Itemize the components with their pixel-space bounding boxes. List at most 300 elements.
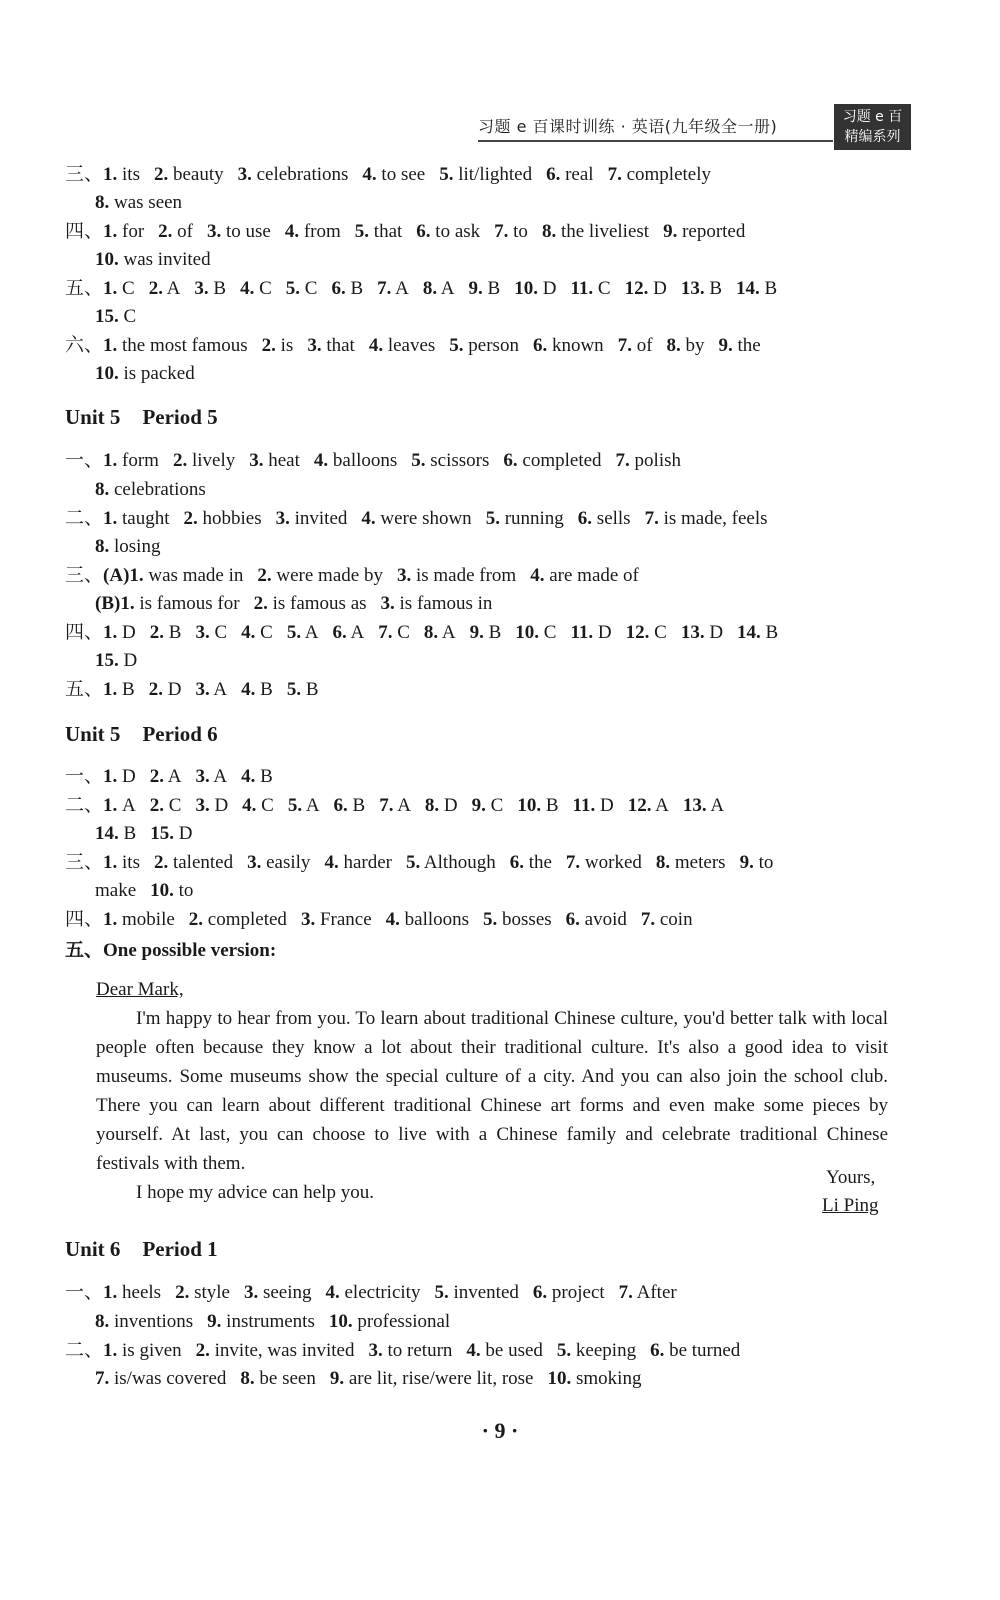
item-answer: A bbox=[710, 795, 725, 816]
item-answer: completed bbox=[522, 450, 602, 471]
section-marker: 四、 bbox=[65, 221, 104, 242]
item-answer: D bbox=[653, 278, 667, 299]
essay-block bbox=[96, 975, 888, 1207]
series-badge bbox=[834, 104, 911, 150]
item-number: 6. bbox=[565, 909, 580, 930]
item-answer: polish bbox=[634, 450, 681, 471]
item-number: 3. bbox=[195, 622, 210, 643]
answer-item bbox=[570, 278, 610, 299]
answer-line bbox=[65, 851, 787, 875]
item-number: 1. bbox=[103, 909, 118, 930]
item-number: 2. bbox=[158, 221, 173, 242]
answer-item bbox=[249, 450, 300, 471]
item-number: 9. bbox=[468, 278, 483, 299]
item-answer: to use bbox=[226, 221, 271, 242]
item-number: 8. bbox=[95, 1311, 110, 1332]
item-number: 4. bbox=[241, 679, 256, 700]
answer-item bbox=[150, 766, 182, 787]
answer-item bbox=[362, 164, 425, 185]
item-number: 7. bbox=[379, 795, 394, 816]
item-number: 2. bbox=[148, 278, 163, 299]
item-answer: A bbox=[395, 278, 409, 299]
answer-item bbox=[241, 679, 273, 700]
item-answer: completely bbox=[626, 164, 712, 185]
item-answer: meters bbox=[674, 852, 726, 873]
item-answer: lit/lighted bbox=[458, 164, 533, 185]
answer-item bbox=[719, 335, 761, 356]
answer-item bbox=[257, 565, 383, 586]
item-number: 5. bbox=[485, 508, 500, 529]
answer-item bbox=[103, 1340, 182, 1361]
answer-item bbox=[240, 1368, 315, 1389]
item-answer: was invited bbox=[123, 249, 211, 270]
item-answer: B bbox=[545, 795, 559, 816]
item-number: 3. bbox=[249, 450, 264, 471]
item-number: 1. bbox=[103, 852, 118, 873]
item-number: 5. bbox=[405, 852, 421, 873]
answer-item bbox=[158, 221, 193, 242]
item-answer: of bbox=[177, 221, 193, 242]
item-answer: for bbox=[122, 221, 145, 242]
item-answer: B bbox=[305, 679, 319, 700]
answer-item bbox=[95, 593, 240, 614]
item-answer: its bbox=[122, 164, 140, 185]
answer-item bbox=[397, 565, 516, 586]
answer-line bbox=[65, 1339, 754, 1363]
item-answer: balloons bbox=[404, 909, 470, 930]
essay-heading bbox=[65, 939, 276, 963]
item-answer: be used bbox=[485, 1340, 543, 1361]
answer-item bbox=[546, 164, 593, 185]
item-number: 8. bbox=[424, 795, 440, 816]
answer-item bbox=[377, 278, 409, 299]
answer-item bbox=[378, 622, 410, 643]
item-answer: mobile bbox=[122, 909, 175, 930]
section-marker: 四、 bbox=[65, 622, 104, 643]
answer-item bbox=[416, 221, 480, 242]
answer-item bbox=[566, 909, 627, 930]
answer-item bbox=[333, 622, 365, 643]
item-answer: B bbox=[213, 278, 227, 299]
item-answer: A bbox=[305, 795, 320, 816]
answer-item bbox=[103, 221, 144, 242]
answer-item bbox=[301, 909, 372, 930]
answer-item bbox=[369, 335, 435, 356]
unit-period-heading bbox=[65, 1237, 218, 1262]
answer-item bbox=[330, 1368, 534, 1389]
answer-item bbox=[103, 795, 136, 816]
answer-item bbox=[95, 192, 182, 213]
answer-item bbox=[472, 795, 504, 816]
item-number: 7. bbox=[618, 1282, 633, 1303]
answer-line bbox=[65, 507, 782, 531]
item-answer: Although bbox=[423, 852, 496, 873]
answer-item bbox=[650, 1340, 740, 1361]
item-number: 14. bbox=[95, 823, 119, 844]
item-answer: C bbox=[123, 306, 137, 327]
answer-line bbox=[95, 822, 206, 846]
item-number: 15. bbox=[95, 650, 119, 671]
item-number: 8. bbox=[666, 335, 681, 356]
item-answer: to bbox=[513, 221, 528, 242]
answer-item bbox=[195, 679, 227, 700]
answer-line bbox=[65, 564, 653, 588]
answer-item bbox=[573, 795, 614, 816]
item-answer: D bbox=[709, 622, 724, 643]
item-number: 1. bbox=[103, 278, 118, 299]
answer-item bbox=[379, 795, 411, 816]
item-answer: C bbox=[261, 795, 274, 816]
item-answer: keeping bbox=[575, 1340, 637, 1361]
item-number: 1. bbox=[103, 679, 118, 700]
item-answer: is famous in bbox=[399, 593, 493, 614]
item-answer: invited bbox=[294, 508, 348, 529]
item-answer: is famous for bbox=[139, 593, 240, 614]
item-number: 5. bbox=[286, 679, 302, 700]
item-answer: C bbox=[260, 622, 273, 643]
item-number: 1. bbox=[103, 622, 118, 643]
answer-item bbox=[483, 909, 552, 930]
item-answer: D bbox=[122, 766, 136, 787]
item-answer: of bbox=[636, 335, 653, 356]
item-number: 2. bbox=[149, 795, 164, 816]
essay-label: One possible version: bbox=[103, 940, 277, 961]
answer-item bbox=[334, 795, 366, 816]
item-answer: D bbox=[597, 622, 612, 643]
answer-item bbox=[625, 278, 667, 299]
answer-line bbox=[65, 908, 707, 932]
item-number: 7. bbox=[644, 508, 659, 529]
answer-item bbox=[262, 335, 294, 356]
answer-item bbox=[381, 593, 493, 614]
section-marker: 六、 bbox=[65, 335, 104, 356]
answer-item bbox=[469, 278, 501, 299]
item-number: 5. bbox=[286, 622, 302, 643]
unit-label: Unit 5 bbox=[65, 722, 121, 746]
item-answer: D bbox=[123, 650, 138, 671]
item-number: 3. bbox=[194, 278, 209, 299]
item-number: 1. bbox=[103, 164, 118, 185]
answer-line bbox=[65, 220, 759, 244]
item-number: 4. bbox=[325, 1282, 340, 1303]
answer-item bbox=[681, 278, 722, 299]
item-number: 5. bbox=[434, 1282, 449, 1303]
item-number: 6. bbox=[532, 335, 548, 356]
item-number: 4. bbox=[241, 622, 256, 643]
item-number: 10. bbox=[150, 880, 174, 901]
item-answer: leaves bbox=[387, 335, 436, 356]
item-answer: After bbox=[636, 1282, 677, 1303]
answer-item bbox=[189, 909, 287, 930]
answer-item bbox=[175, 1282, 230, 1303]
item-number: 9. bbox=[207, 1311, 222, 1332]
item-number: 9. bbox=[329, 1368, 345, 1389]
item-answer: C bbox=[490, 795, 504, 816]
item-number: 3. bbox=[396, 565, 412, 586]
answer-item bbox=[194, 278, 226, 299]
item-answer: is made, feels bbox=[663, 508, 768, 529]
item-number: 6. bbox=[331, 278, 346, 299]
answer-item bbox=[150, 622, 182, 643]
item-answer: heat bbox=[268, 450, 300, 471]
answer-item bbox=[542, 221, 649, 242]
item-answer: to bbox=[758, 852, 774, 873]
item-number: 5. bbox=[354, 221, 370, 242]
item-number: 4. bbox=[240, 278, 255, 299]
answer-item bbox=[326, 1282, 421, 1303]
item-answer: D bbox=[178, 823, 193, 844]
answer-item bbox=[207, 1311, 315, 1332]
item-number: 10. bbox=[517, 795, 542, 816]
answer-item bbox=[150, 795, 182, 816]
answer-item bbox=[95, 306, 136, 327]
item-number: 6. bbox=[650, 1340, 665, 1361]
item-number: 10. bbox=[547, 1368, 572, 1389]
item-answer: C bbox=[543, 622, 557, 643]
item-answer: A bbox=[441, 622, 456, 643]
item-number: 2. bbox=[175, 1282, 190, 1303]
item-answer: are made of bbox=[549, 565, 639, 586]
item-number: 9. bbox=[469, 622, 484, 643]
answer-line bbox=[95, 1310, 464, 1334]
answer-item bbox=[557, 1340, 636, 1361]
answer-item bbox=[103, 278, 135, 299]
item-answer: B bbox=[488, 622, 502, 643]
item-number: 4. bbox=[284, 221, 300, 242]
item-number: 2. bbox=[172, 450, 188, 471]
item-answer: talented bbox=[172, 852, 234, 873]
item-answer: real bbox=[565, 164, 594, 185]
item-number: 8. bbox=[95, 536, 110, 557]
section-marker: 三、 bbox=[65, 852, 104, 873]
answer-item bbox=[355, 221, 403, 242]
section-marker: 一、 bbox=[65, 450, 104, 471]
section-marker: 五、 bbox=[65, 278, 104, 299]
answer-item bbox=[173, 450, 235, 471]
item-answer: A bbox=[350, 622, 365, 643]
item-answer: seeing bbox=[262, 1282, 312, 1303]
answer-item bbox=[681, 622, 723, 643]
answer-item bbox=[641, 909, 693, 930]
answer-item bbox=[242, 795, 274, 816]
answer-line bbox=[95, 1367, 655, 1391]
answer-item bbox=[95, 823, 136, 844]
answer-item bbox=[150, 880, 193, 901]
item-number: 5. bbox=[411, 450, 426, 471]
item-number: 2. bbox=[261, 335, 276, 356]
item-answer: celebrations bbox=[114, 479, 206, 500]
item-number: 3. bbox=[195, 766, 210, 787]
item-number: 7. bbox=[607, 164, 622, 185]
item-number: 11. bbox=[570, 278, 594, 299]
item-number: 12. bbox=[627, 795, 652, 816]
answer-item bbox=[244, 1282, 312, 1303]
item-number: 5. bbox=[287, 795, 303, 816]
answer-item bbox=[566, 852, 642, 873]
item-number: 1. bbox=[103, 335, 118, 356]
item-number: 5. bbox=[439, 164, 454, 185]
item-number: 15. bbox=[95, 306, 119, 327]
item-answer: scissors bbox=[430, 450, 490, 471]
item-answer: that bbox=[373, 221, 403, 242]
item-answer: A bbox=[166, 278, 181, 299]
item-answer: D bbox=[122, 622, 136, 643]
section-marker: 四、 bbox=[65, 909, 104, 930]
answer-line bbox=[95, 535, 174, 559]
item-answer: D bbox=[443, 795, 458, 816]
item-number: 9. bbox=[663, 221, 678, 242]
item-number: 3. bbox=[243, 1282, 259, 1303]
answer-item bbox=[103, 1282, 161, 1303]
item-number: 10. bbox=[515, 622, 539, 643]
answer-item bbox=[530, 565, 639, 586]
item-answer: C bbox=[304, 278, 318, 299]
item-number: 1. bbox=[103, 795, 118, 816]
item-number: 7. bbox=[615, 450, 630, 471]
item-number: 8. bbox=[423, 622, 439, 643]
item-answer: beauty bbox=[172, 164, 224, 185]
answer-item bbox=[103, 852, 140, 873]
answer-line bbox=[65, 765, 287, 789]
item-answer: sells bbox=[596, 508, 631, 529]
item-number: 7. bbox=[565, 852, 581, 873]
answer-item bbox=[314, 450, 397, 471]
item-answer: balloons bbox=[332, 450, 398, 471]
item-answer: A bbox=[167, 766, 182, 787]
answer-item bbox=[486, 508, 564, 529]
answer-item bbox=[439, 164, 532, 185]
answer-item bbox=[423, 278, 455, 299]
answer-item bbox=[533, 1282, 605, 1303]
item-answer: D bbox=[167, 679, 182, 700]
item-number: 1. bbox=[103, 1340, 118, 1361]
answer-item bbox=[95, 1368, 226, 1389]
item-number: 2. bbox=[253, 593, 268, 614]
answer-item bbox=[514, 278, 556, 299]
period-label: Period 1 bbox=[142, 1237, 218, 1261]
answer-item bbox=[247, 852, 310, 873]
answer-item bbox=[286, 278, 318, 299]
item-number: (B)1. bbox=[95, 593, 135, 614]
answer-item bbox=[503, 450, 601, 471]
section-marker: 二、 bbox=[65, 795, 104, 816]
answer-item bbox=[517, 795, 558, 816]
answer-item bbox=[103, 565, 243, 586]
item-answer: B bbox=[765, 622, 779, 643]
answer-item bbox=[95, 880, 136, 901]
essay-signature: Li Ping bbox=[822, 1195, 879, 1216]
item-answer: C bbox=[214, 622, 228, 643]
item-number: 6. bbox=[509, 852, 524, 873]
item-answer: to return bbox=[387, 1340, 453, 1361]
item-number: 9. bbox=[471, 795, 486, 816]
answer-line bbox=[65, 277, 791, 301]
item-answer: was made in bbox=[148, 565, 244, 586]
item-number: 6. bbox=[333, 795, 348, 816]
answer-item bbox=[740, 852, 774, 873]
answer-item bbox=[533, 335, 604, 356]
item-number: 14. bbox=[736, 278, 760, 299]
answer-item bbox=[406, 852, 496, 873]
section-marker: 二、 bbox=[65, 1340, 104, 1361]
answer-item bbox=[619, 1282, 677, 1303]
item-number: 14. bbox=[737, 622, 761, 643]
item-answer: its bbox=[122, 852, 140, 873]
item-number: 3. bbox=[307, 335, 322, 356]
item-number: 8. bbox=[541, 221, 557, 242]
answer-item bbox=[618, 335, 653, 356]
item-number: 3. bbox=[247, 852, 262, 873]
item-number: 5. bbox=[285, 278, 301, 299]
answer-item bbox=[287, 622, 319, 643]
item-answer: avoid bbox=[584, 909, 627, 930]
answer-item bbox=[103, 508, 170, 529]
answer-item bbox=[241, 622, 273, 643]
item-answer: invite, was invited bbox=[214, 1340, 355, 1361]
answer-item bbox=[95, 363, 195, 384]
item-answer: from bbox=[303, 221, 341, 242]
period-label: Period 5 bbox=[142, 405, 218, 429]
item-answer: to ask bbox=[435, 221, 481, 242]
answer-item bbox=[324, 852, 392, 873]
badge-line-1: 习题 e 百 bbox=[842, 109, 903, 125]
item-number: 8. bbox=[240, 1368, 255, 1389]
item-answer: B bbox=[168, 622, 182, 643]
item-number: 4. bbox=[530, 565, 545, 586]
item-number: 3. bbox=[195, 795, 210, 816]
answer-item bbox=[238, 164, 349, 185]
item-answer: the bbox=[528, 852, 552, 873]
item-number: 11. bbox=[570, 622, 594, 643]
item-answer: were made by bbox=[276, 565, 383, 586]
section-marker: 五、 bbox=[65, 679, 104, 700]
item-number: 1. bbox=[103, 1282, 118, 1303]
item-answer: style bbox=[194, 1282, 230, 1303]
item-number: 1. bbox=[103, 221, 118, 242]
item-number: 7. bbox=[95, 1368, 110, 1389]
answer-line bbox=[65, 334, 775, 358]
answer-item bbox=[307, 335, 355, 356]
item-answer: lively bbox=[191, 450, 236, 471]
item-answer: B bbox=[123, 823, 137, 844]
answer-item bbox=[548, 1368, 642, 1389]
item-number: 4. bbox=[466, 1340, 481, 1361]
answer-item bbox=[663, 221, 745, 242]
page-number: · 9 · bbox=[481, 1418, 519, 1443]
unit-label: Unit 6 bbox=[65, 1237, 121, 1261]
item-number: 8. bbox=[95, 192, 110, 213]
item-number: 2. bbox=[149, 766, 164, 787]
answer-item bbox=[103, 164, 140, 185]
item-answer: A bbox=[440, 278, 455, 299]
item-answer: to see bbox=[381, 164, 426, 185]
item-answer: B bbox=[260, 766, 273, 787]
answer-item bbox=[103, 909, 175, 930]
answer-item bbox=[95, 479, 206, 500]
item-answer: person bbox=[468, 335, 519, 356]
item-answer: celebrations bbox=[256, 164, 349, 185]
item-answer: B bbox=[709, 278, 722, 299]
item-number: 3. bbox=[368, 1340, 383, 1361]
item-answer: professional bbox=[357, 1311, 451, 1332]
item-answer: A bbox=[213, 766, 228, 787]
answer-item bbox=[195, 795, 228, 816]
period-label: Period 6 bbox=[142, 722, 218, 746]
item-number: 3. bbox=[380, 593, 395, 614]
item-answer: that bbox=[326, 335, 355, 356]
item-number: 10. bbox=[95, 363, 119, 384]
answer-line bbox=[95, 305, 150, 329]
